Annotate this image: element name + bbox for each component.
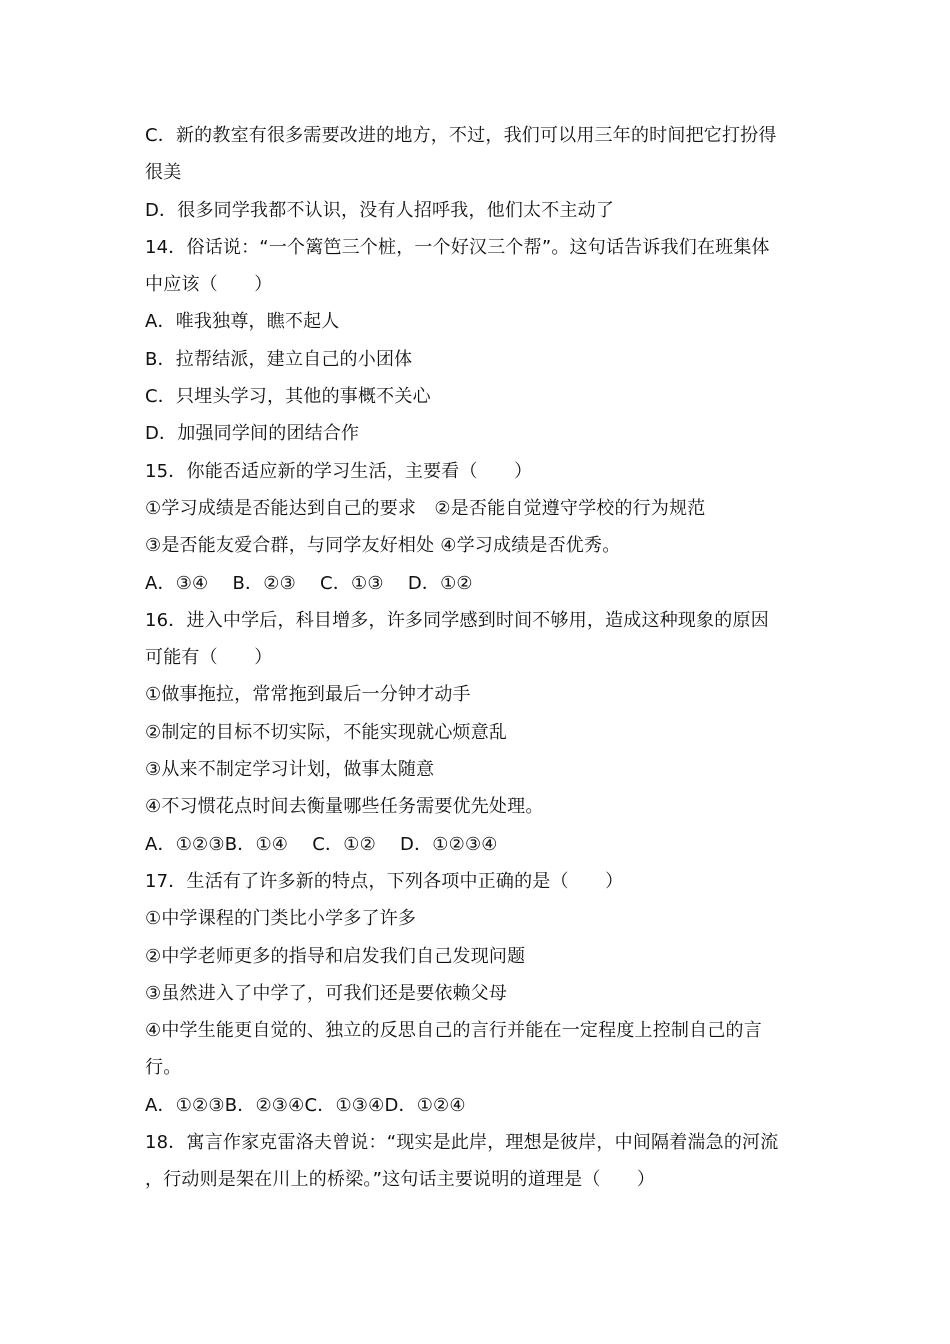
options-17: A．①②③B．②③④C．①③④D．①②④: [145, 1094, 466, 1116]
question-15: 15．你能否适应新的学习生活，主要看（ ）: [145, 460, 533, 482]
statement-15-1-2: ①学习成绩是否能达到自己的要求 ②是否能自觉遵守学校的行为规范: [145, 497, 706, 519]
document-page: [145, 117, 820, 1199]
question-18-line-2: ，行动则是架在川上的桥梁。”这句话主要说明的道理是（ ）: [145, 1169, 656, 1191]
option-14a: A．唯我独尊，瞧不起人: [145, 311, 340, 333]
question-18-line-1: 18．寓言作家克雷洛夫曾说：“现实是此岸，理想是彼岸，中间隔着湍急的河流: [145, 1132, 779, 1154]
statement-16-3: ③从来不制定学习计划，做事太随意: [145, 759, 435, 781]
question-17: 17．生活有了许多新的特点，下列各项中正确的是（ ）: [145, 870, 624, 892]
option-14c: C．只埋头学习，其他的事概不关心: [145, 386, 431, 408]
option-13c-line-2: 很美: [145, 162, 182, 184]
question-14-line-1: 14．俗话说：“一个篱笆三个桩，一个好汉三个帮”。这句话告诉我们在班集体: [145, 236, 770, 258]
question-16-line-1: 16．进入中学后，科目增多，许多同学感到时间不够用，造成这种现象的原因: [145, 609, 769, 631]
question-14-line-2: 中应该（ ）: [145, 274, 273, 296]
statement-16-2: ②制定的目标不切实际，不能实现就心烦意乱: [145, 721, 508, 743]
question-16-line-2: 可能有（ ）: [145, 647, 273, 669]
options-16: A．①②③B．①④ C．①② D．①②③④: [145, 833, 498, 855]
statement-17-4-line-1: ④中学生能更自觉的、独立的反思自己的言行并能在一定程度上控制自己的言: [145, 1020, 762, 1042]
statement-17-1: ①中学课程的门类比小学多了许多: [145, 908, 417, 930]
option-13d: D．很多同学我都不认识，没有人招呼我，他们太不主动了: [145, 199, 615, 221]
option-14d: D．加强同学间的团结合作: [145, 423, 360, 445]
option-14b: B．拉帮结派，建立自己的小团体: [145, 348, 413, 370]
option-13c-line-1: C．新的教室有很多需要改进的地方，不过，我们可以用三年的时间把它打扮得: [145, 125, 777, 146]
options-15: A．③④ B．②③ C．①③ D．①②: [145, 572, 473, 594]
statement-15-3-4: ③是否能友爱合群，与同学友好相处 ④学习成绩是否优秀。: [145, 535, 621, 557]
statement-17-2: ②中学老师更多的指导和启发我们自己发现问题: [145, 945, 526, 967]
statement-16-4: ④不习惯花点时间去衡量哪些任务需要优先处理。: [145, 796, 544, 818]
statement-17-4-line-2: 行。: [145, 1057, 182, 1079]
statement-17-3: ③虽然进入了中学了，可我们还是要依赖父母: [145, 982, 508, 1004]
statement-16-1: ①做事拖拉，常常拖到最后一分钟才动手: [145, 684, 471, 706]
